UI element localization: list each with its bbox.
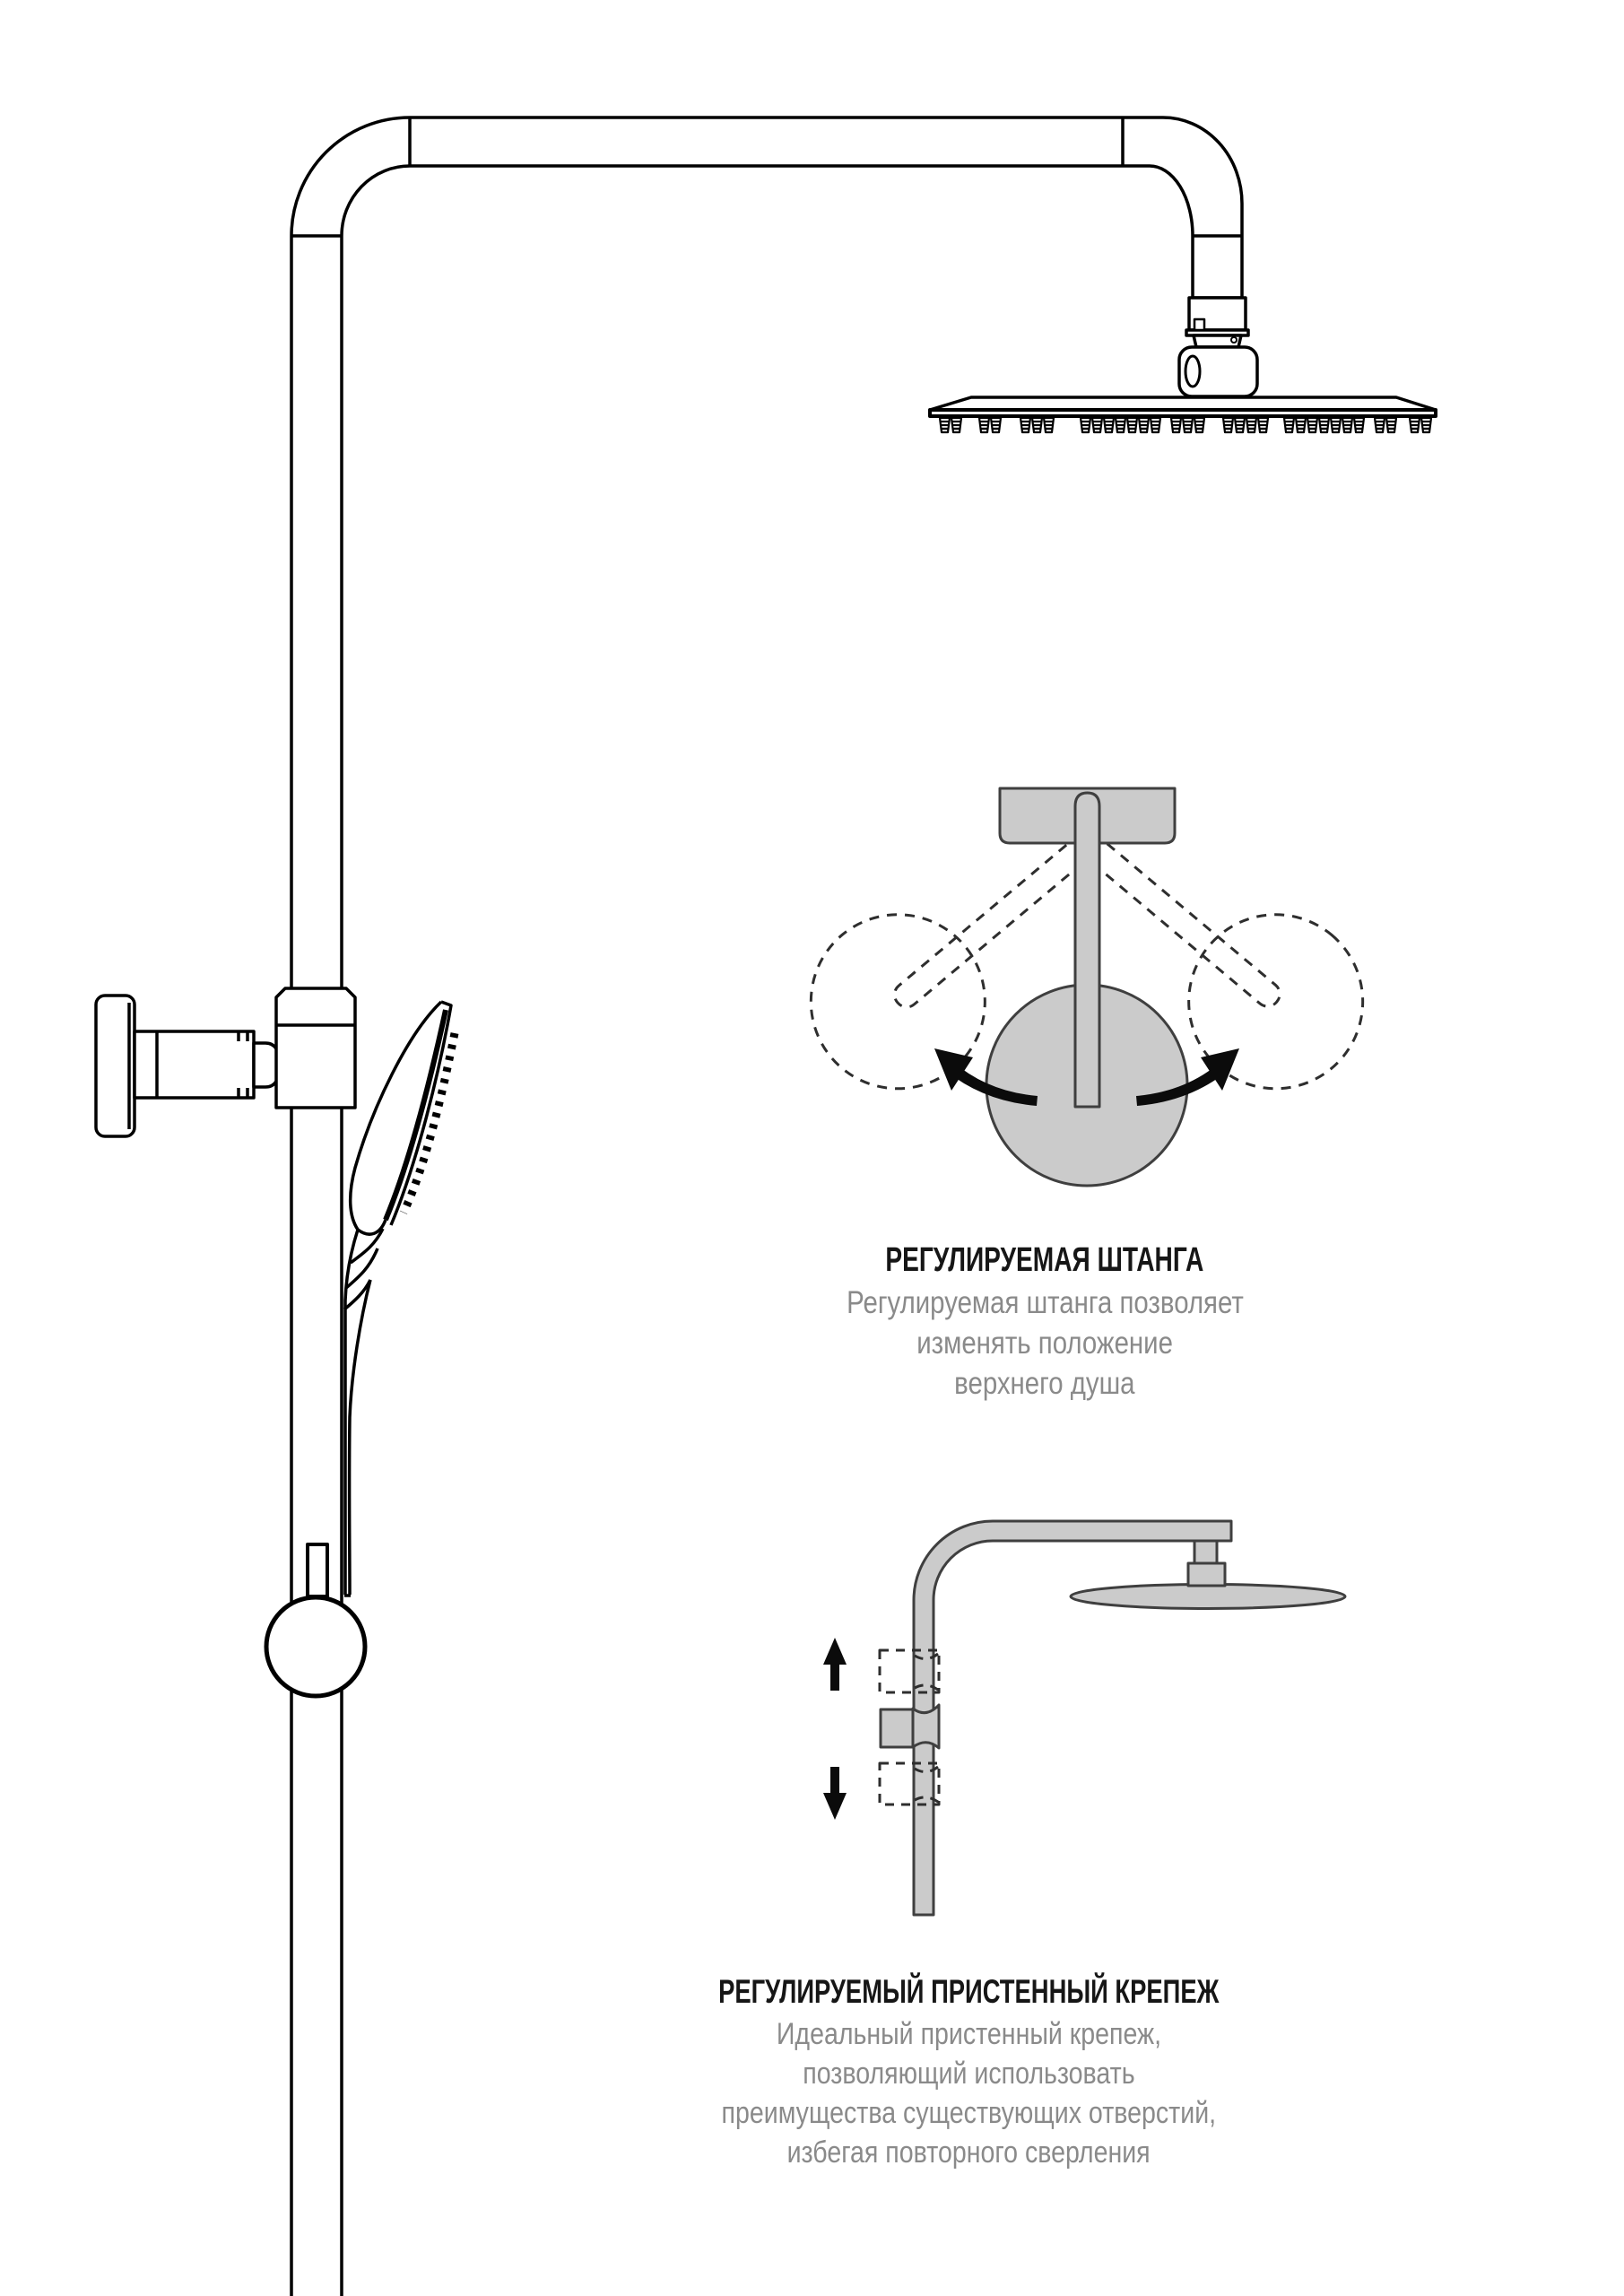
- overhead-connector: [1179, 298, 1257, 396]
- mini-column-pipe: [914, 1521, 1231, 1915]
- adjustable-bar-line: изменять положение: [916, 1326, 1173, 1361]
- bracket-arm: [135, 1031, 254, 1098]
- head-top-face: [930, 397, 1436, 410]
- wall-mount-title: РЕГУЛИРУЕМЫЙ ПРИСТЕННЫЙ КРЕПЕЖ: [717, 1973, 1220, 2010]
- adjustable-bar-title: РЕГУЛИРУЕМАЯ ШТАНГА: [885, 1241, 1204, 1279]
- adjustable-bar-line: верхнего душа: [954, 1366, 1135, 1401]
- wall-mount-block: [881, 1709, 913, 1747]
- move-up-arrow-icon: [823, 1638, 847, 1691]
- mini-connector-bottom: [1188, 1563, 1225, 1586]
- wall-mount-line: преимущества существующих отверстий,: [721, 2096, 1216, 2130]
- mini-connector-top: [1194, 1541, 1217, 1563]
- head-front-band: [930, 410, 1436, 416]
- ball-joint-hole: [1185, 356, 1200, 387]
- hand-shower: [344, 1002, 455, 1596]
- move-down-arrow-icon: [823, 1767, 847, 1820]
- rain-shower-head: [930, 397, 1436, 432]
- section-adjustable-wall-mount: [565, 1970, 1372, 2172]
- section-adjustable-bar: [641, 1239, 1448, 1404]
- swivel-bar: [1075, 793, 1099, 1107]
- nozzle-row: [940, 418, 1431, 432]
- wall-mount-line: позволяющий использовать: [802, 2057, 1135, 2091]
- adjustable-bar-illustration: [776, 780, 1399, 1186]
- wall-mount-line: избегая повторного сверления: [786, 2135, 1151, 2170]
- pipe-clamp: [913, 1705, 939, 1748]
- adjustable-bar-line: Регулируемая штанга позволяет: [846, 1285, 1244, 1320]
- wall-mount-illustration: [823, 1521, 1345, 1915]
- wall-mount-line: Идеальный пристенный крепеж,: [776, 2017, 1161, 2051]
- slider-block: [276, 988, 355, 1108]
- hand-shower-nozzle-dots: [404, 1033, 455, 1213]
- mini-rain-head: [1071, 1585, 1345, 1609]
